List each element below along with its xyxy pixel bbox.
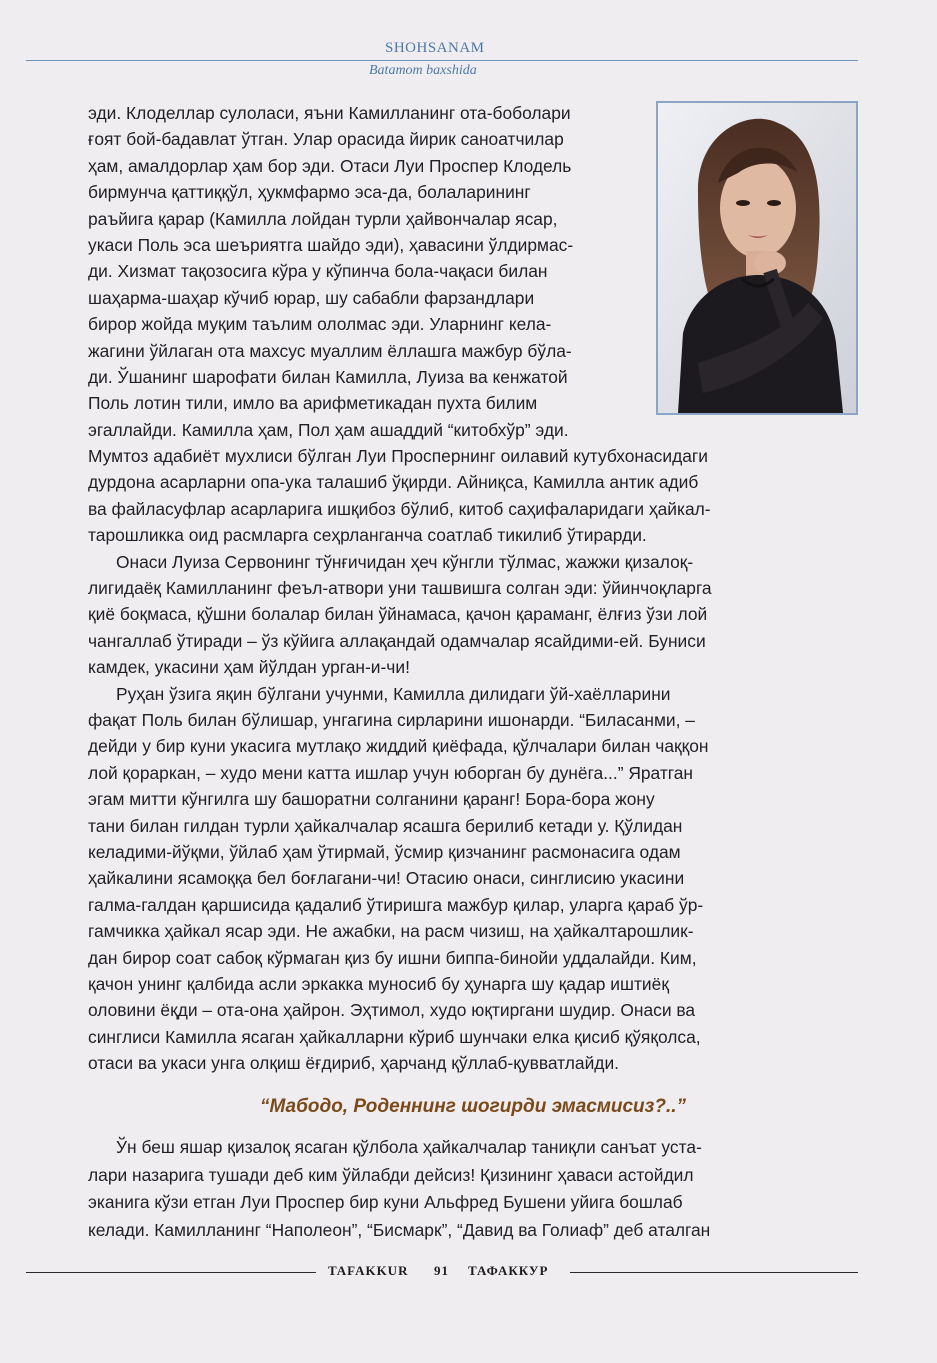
body-line: ғоят бой-бадавлат ўтган. Улар орасида йирик саноатчилар [88, 129, 564, 150]
body-line: раъйига қарар (Камилла лойдан турли ҳайвончалар ясар, [88, 208, 558, 229]
body-line: Мумтоз адабиёт мухлиси бўлган Луи Проспернинг оилавий кутубхонасидаги [88, 446, 708, 467]
body-line: галма-галдан қаршисида қадалиб ўтиришга мажбур қилар, уларга қараб ўр- [88, 894, 704, 915]
body-line: эди. Клоделлар сулоласи, яъни Камилланинг ота-боболари [88, 103, 571, 123]
page-number: 91 [434, 1263, 449, 1278]
body-line: Онаси Луиза Сервонинг тўнғичидан ҳеч кўнгли тўлмас, жажжи қизалоқ- [116, 551, 694, 572]
footer-rule-left [26, 1272, 316, 1273]
rubric-subtitle: Batamom baxshida [369, 63, 477, 78]
body-line: Руҳан ўзига яқин бўлгани учунми, Камилла дилидаги ўй-хаёлларини [116, 683, 671, 704]
body-line: ди. Хизмат тақозосига кўра у кўпинча бола-чақаси билан [88, 261, 548, 282]
body-line: бирмунча қаттиққўл, ҳукмфармо эса-да, болаларининг [88, 182, 531, 203]
body-line: шаҳарма-шаҳар кўчиб юрар, шу сабабли фарзандлари [88, 287, 535, 308]
body-line: отаси ва укаси унга олқиш ёғдириб, ҳарчанд қўллаб-қувватлайди. [88, 1053, 619, 1074]
body-line: жагини ўйлаган ота махсус муаллим ёллашга мажбур бўла- [88, 340, 572, 361]
body-line: дан бирор соат сабоқ кўрмаган қиз бу ишни биппа-бинойи уддалайди. Ким, [88, 947, 697, 968]
body-line: лой қораркан, – худо мени катта ишлар учун юборган бу дунёга...” Яратган [88, 762, 694, 783]
running-footer [0, 1262, 937, 1282]
body-line: келадими-йўқми, ўйлаб ҳам ўтирмай, ўсмир қизчанинг расмонасига одам [88, 841, 681, 862]
body-line: эканига кўзи етган Луи Проспер бир куни Альфред Бушени уйига бошлаб [88, 1192, 683, 1212]
body-line: бирор жойда муқим таълим ололмас эди. Уларнинг кела- [88, 314, 552, 335]
footer-magazine-cyrillic: ТАФАККУР [468, 1263, 549, 1278]
body-line: чангаллаб ўтиради – ўз кўйига аллақандай одамчалар ясайдими-ей. Буниси [88, 630, 706, 651]
body-line: эгаллайди. Камилла ҳам, Пол ҳам ашаддий “китобхўр” эди. [88, 419, 569, 440]
footer-rule-right [570, 1272, 858, 1273]
body-line: ҳайкалини ясамоққа бел боғлагани-чи! Отасию онаси, синглисию укасини [88, 868, 685, 889]
section-body [88, 1134, 858, 1244]
body-line: лигидаёқ Камилланинг феъл-атвори уни ташвишга солган эди: ўйинчоқларга [88, 578, 712, 599]
body-line: ва файласуфлар асарларига ишқибоз бўлиб, китоб саҳифаларидаги ҳайкал- [88, 498, 711, 519]
running-header [0, 36, 937, 84]
body-line: синглиси Камилла ясаган ҳайкалларни кўриб шунчаки елка қисиб қўяқолса, [88, 1026, 701, 1047]
body-line: қиё боқмаса, қўшни болалар билан ўйнамаса, қачон қараманг, ёлғиз ўзи лой [88, 604, 708, 625]
body-line: ди. Ўшанинг шарофати билан Камилла, Луиза ва кенжатой [88, 366, 568, 387]
body-line: лари назарига тушади деб ким ўйлабди дейсиз! Қизининг ҳаваси астойдил [88, 1164, 694, 1185]
article-body [88, 100, 858, 1076]
body-line: оловини ёқди – ота-она ҳайрон. Эҳтимол, худо юқтиргани шудир. Онаси ва [88, 1000, 696, 1021]
body-line: тарошликка оид расмларга сеҳрланганча соатлаб тикилиб ўтирарди. [88, 525, 647, 546]
footer-magazine-latin: TAFAKKUR [328, 1263, 409, 1278]
body-line: укаси Поль эса шеъриятга шайдо эди), ҳавасини ўлдирмас- [88, 234, 574, 255]
body-line: фақат Поль билан бўлишар, унгагина сирларини ишонарди. “Биласанми, – [88, 709, 695, 730]
body-line: келади. Камилланинг “Наполеон”, “Бисмарк”, “Давид ва Голиаф” деб аталган [88, 1219, 711, 1240]
header-rule [26, 60, 858, 61]
body-line: ҳам, амалдорлар ҳам бор эди. Отаси Луи Проспер Клодель [88, 155, 572, 176]
body-line: камдек, укасини ҳам йўлдан урган-и-чи! [88, 657, 410, 678]
section-heading: “Мабодо, Роденнинг шогирди эмасмисиз?..” [259, 1096, 687, 1117]
rubric-title: SHOHSANAM [385, 40, 485, 56]
body-line: Поль лотин тили, имло ва арифметикадан пухта билим [88, 393, 538, 414]
body-line: қачон унинг қалбида асли эркакка муносиб бу ҳунарга шу қадар иштиёқ [88, 973, 669, 994]
body-line: Ўн беш яшар қизалоқ ясаган қўлбола ҳайкалчалар таниқли санъат уста- [116, 1137, 702, 1157]
body-line: гамчикка ҳайкал ясар эди. Не ажабки, на расм чизиш, на ҳайкалтарошлик- [88, 921, 694, 942]
body-line: эгам митти кўнгилга шу башоратни солганини қаранг! Бора-бора жону [88, 789, 655, 810]
body-line: тани билан гилдан турли ҳайкалчалар ясашга берилиб кетади у. Қўлидан [88, 815, 683, 836]
body-line: дурдона асарларни опа-ука талашиб ўқирди. Айниқса, Камилла антик адиб [88, 472, 699, 493]
body-line: дейди у бир куни укасига мутлақо жиддий қиёфада, қўлчалари билан чаққон [88, 736, 709, 757]
